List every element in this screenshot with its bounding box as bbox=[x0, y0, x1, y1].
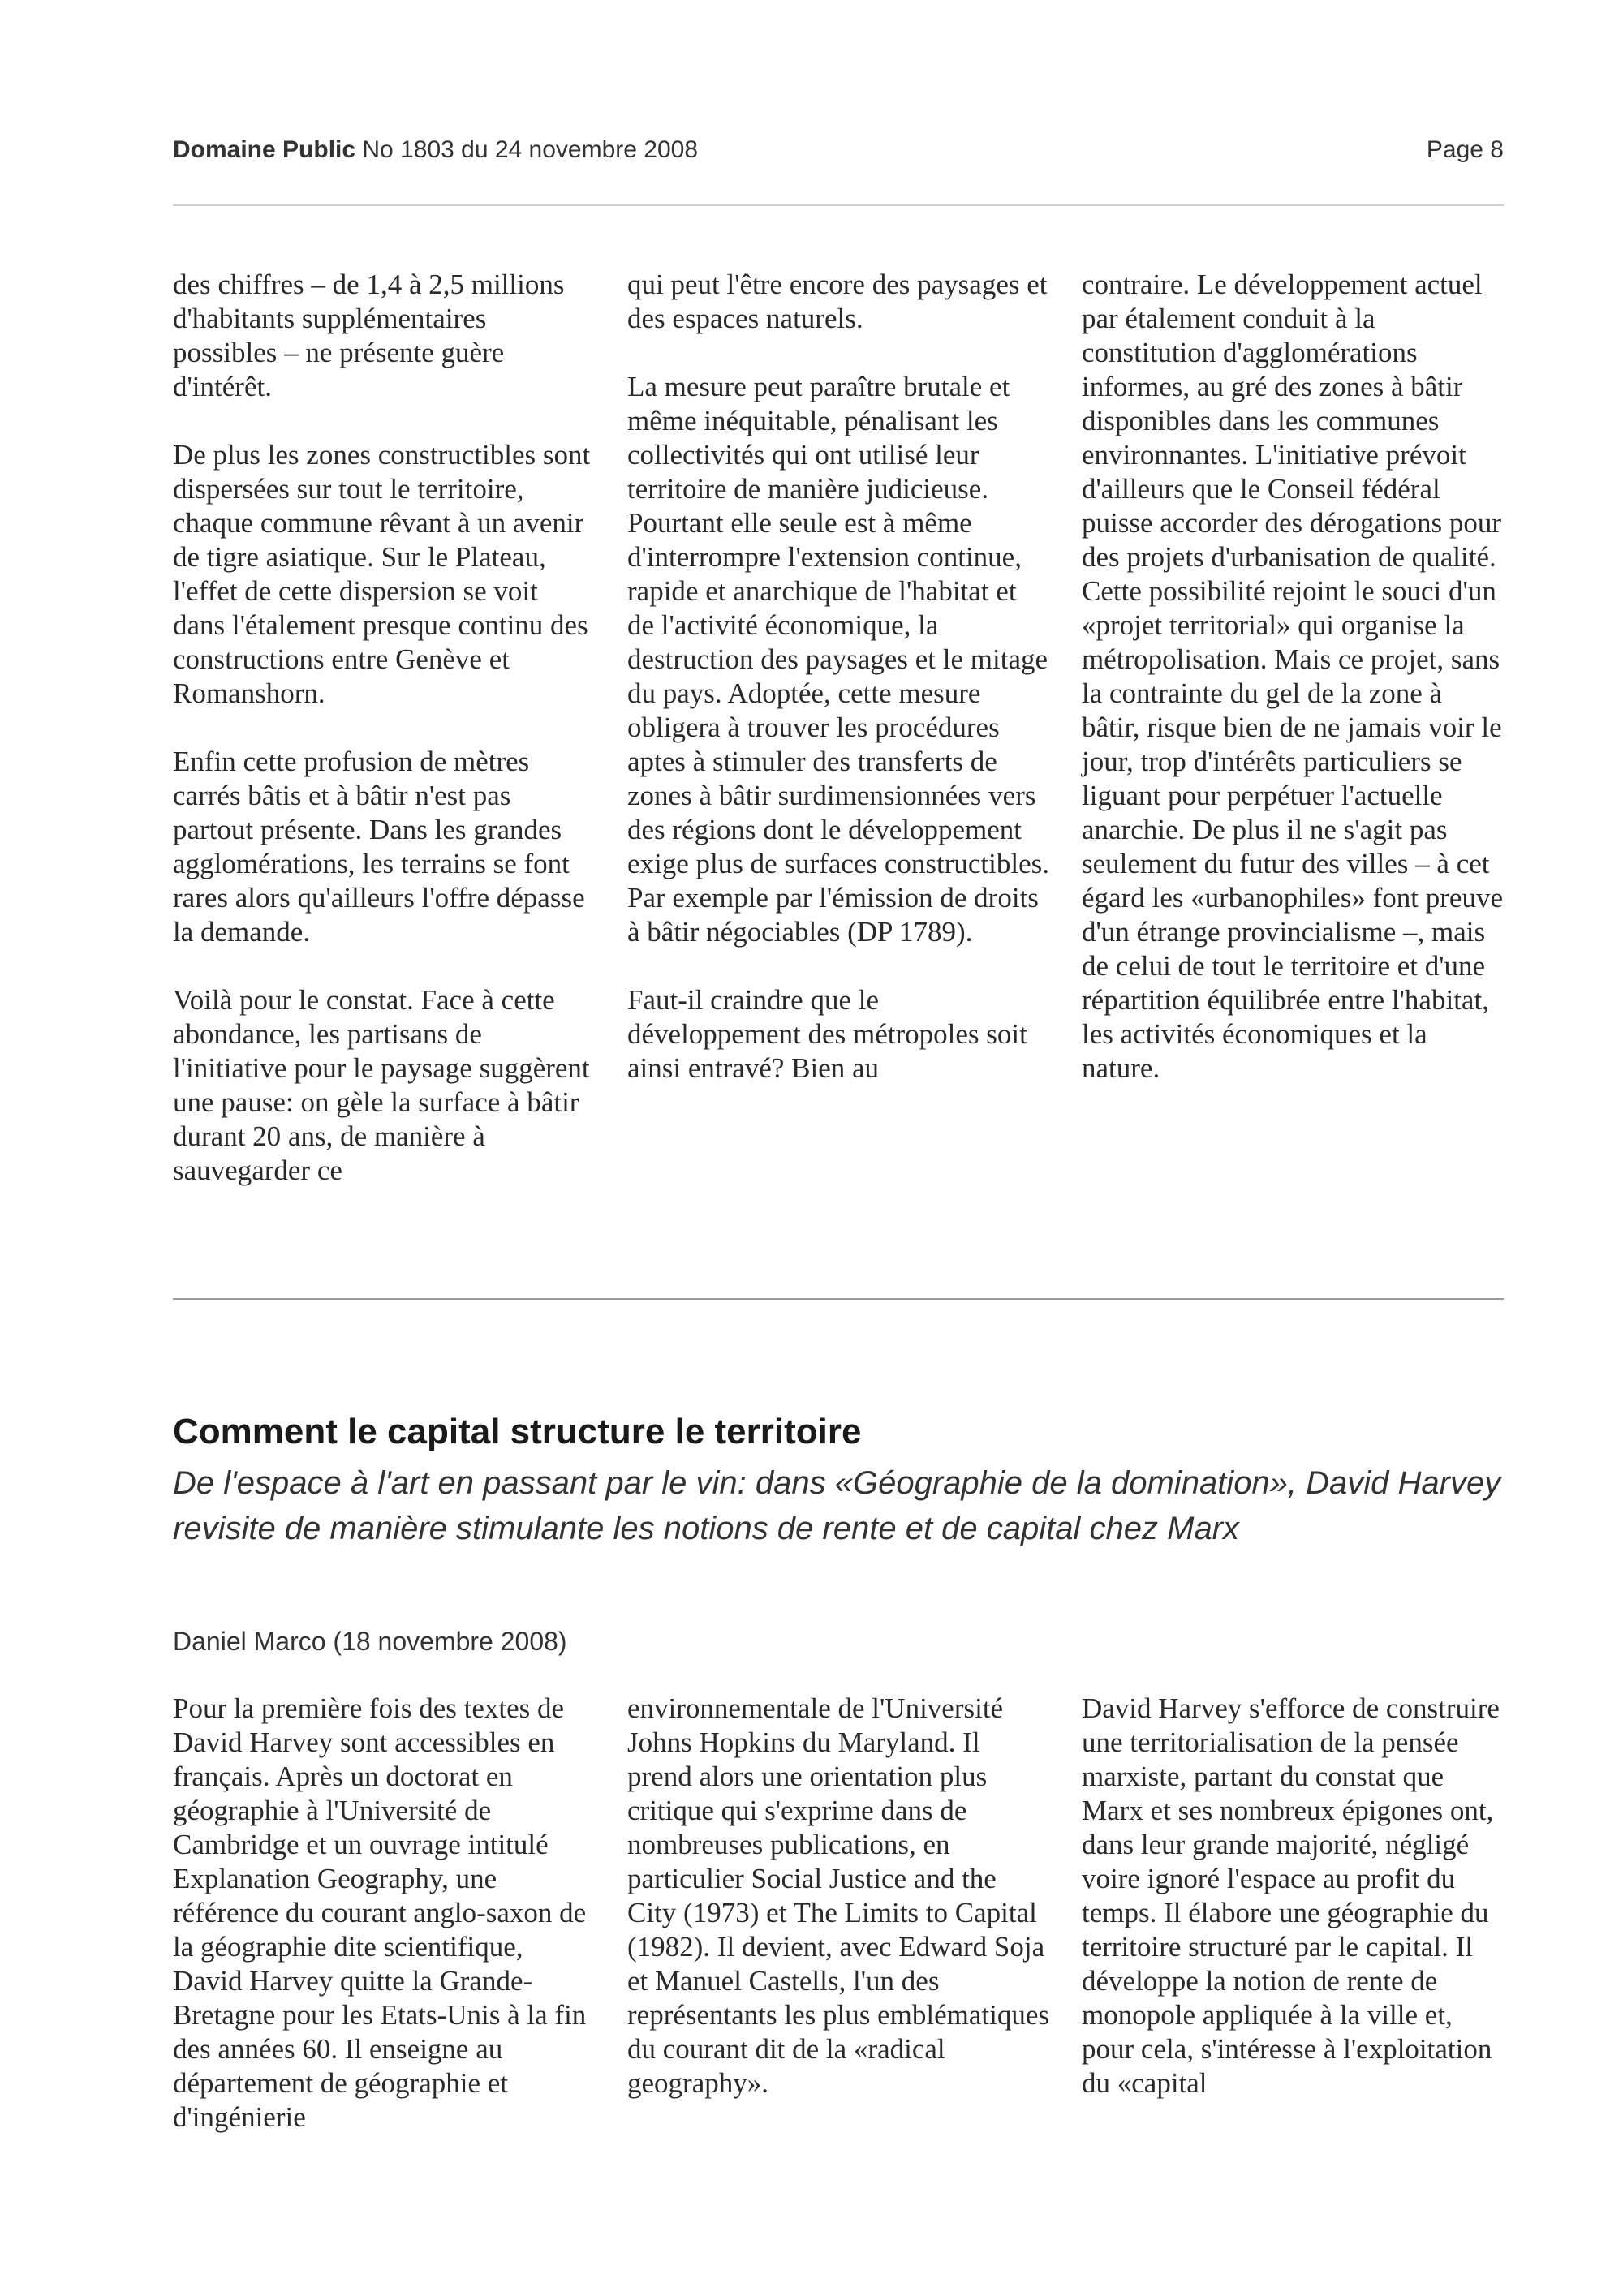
article1-column-1 bbox=[173, 268, 595, 1188]
article-byline: Daniel Marco (18 novembre 2008) bbox=[173, 1627, 567, 1656]
paragraph: contraire. Le développement actuel par étalement conduit à la constitution d'agglomérations informes, au gré des zones à bâtir disponibles dans les communes environnantes. L'initiative prévoit d'ailleurs que le Conseil fédéral puisse accorder des dérogations pour des projets d'urbanisation de qualité. Cette possibilité rejoint le souci d'un «projet territorial» qui organise la métropolisation. Mais ce projet, sans la contrainte du gel de la zone à bâtir, risque bien de ne jamais voir le jour, trop d'intérêts particuliers se liguant pour perpétuer l'actuelle anarchie. De plus il ne s'agit pas seulement du futur des villes – à cet égard les «urbanophiles» font preuve d'un étrange provincialisme –, mais de celui de tout le territoire et d'une répartition équilibrée entre l'habitat, les activités économiques et la nature. bbox=[1082, 269, 1504, 1084]
issue-info: No 1803 du 24 novembre 2008 bbox=[362, 136, 699, 163]
page-header bbox=[173, 136, 1504, 169]
paragraph: qui peut l'être encore des paysages et des espaces naturels. bbox=[627, 269, 1048, 334]
paragraph: Faut-il craindre que le développement des métropoles soit ainsi entravé? Bien au bbox=[627, 984, 1027, 1084]
article1-columns bbox=[173, 268, 1504, 1188]
page-number: Page 8 bbox=[1426, 136, 1504, 163]
article-divider bbox=[173, 1298, 1504, 1300]
paragraph: De plus les zones constructibles sont dispersées sur tout le territoire, chaque commune rêvant à un avenir de tigre asiatique. Sur le Plateau, l'effet de cette dispersion se voit dans l'étalement presque continu des constructions entre Genève et Romanshorn. bbox=[173, 439, 591, 709]
paragraph: environnementale de l'Université Johns Hopkins du Maryland. Il prend alors une orientation plus critique qui s'exprime dans de nombreuses publications, en particulier Social Justice and the City (1973) et The Limits to Capital (1982). Il devient, avec Edward Soja et Manuel Castells, l'un des représentants les plus emblématiques du courant dit de la «radical geography». bbox=[627, 1692, 1049, 2099]
paragraph: La mesure peut paraître brutale et même inéquitable, pénalisant les collectivités qui ont utilisé leur territoire de manière judicieuse. Pourtant elle seule est à même d'interrompre l'extension continue, rapide et anarchique de l'habitat et de l'activité économique, la destruction des paysages et le mitage du pays. Adoptée, cette mesure obligera à trouver les procédures aptes à stimuler des transferts de zones à bâtir surdimensionnées vers des régions dont le développement exige plus de surfaces constructibles. Par exemple par l'émission de droits à bâtir négociables (DP 1789). bbox=[627, 371, 1049, 948]
article1-column-2 bbox=[627, 268, 1049, 1188]
paragraph: des chiffres – de 1,4 à 2,5 millions d'habitants supplémentaires possibles – ne présente guère d'intérêt. bbox=[173, 269, 565, 402]
article2-column-1 bbox=[173, 1692, 595, 2135]
publication-name: Domaine Public bbox=[173, 136, 356, 163]
article2-columns bbox=[173, 1692, 1504, 2135]
paragraph: Pour la première fois des textes de David Harvey sont accessibles en français. Après un doctorat en géographie à l'Université de Cambridge et un ouvrage intitulé Explanation Geography, une référence du courant anglo-saxon de la géographie dite scientifique, David Harvey quitte la Grande-Bretagne pour les Etats-Unis à la fin des années 60. Il enseigne au département de géographie et d'ingénierie bbox=[173, 1692, 587, 2133]
paragraph: David Harvey s'efforce de construire une territorialisation de la pensée marxiste, partant du constat que Marx et ses nombreux épigones ont, dans leur grande majorité, négligé voire ignoré l'espace au profit du temps. Il élabore une géographie du territoire structuré par le capital. Il développe la notion de rente de monopole appliquée à la ville et, pour cela, s'intéresse à l'exploitation du «capital bbox=[1082, 1692, 1500, 2099]
paragraph: Enfin cette profusion de mètres carrés bâtis et à bâtir n'est pas partout présente. Dans les grandes agglomérations, les terrains se font rares alors qu'ailleurs l'offre dépasse la demande. bbox=[173, 746, 585, 948]
paragraph: Voilà pour le constat. Face à cette abondance, les partisans de l'initiative pour le paysage suggèrent une pause: on gèle la surface à bâtir durant 20 ans, de manière à sauvegarder ce bbox=[173, 984, 590, 1186]
article1-column-3 bbox=[1082, 268, 1504, 1188]
article2-column-3 bbox=[1082, 1692, 1504, 2135]
article-title: Comment le capital structure le territoire bbox=[173, 1412, 862, 1451]
header-divider bbox=[173, 204, 1504, 206]
article2-column-2 bbox=[627, 1692, 1049, 2135]
article-lead: De l'espace à l'art en passant par le vin: dans «Géographie de la domination», David Harvey revisite de manière stimulante les notions de rente et de capital chez Marx bbox=[173, 1465, 1501, 1546]
